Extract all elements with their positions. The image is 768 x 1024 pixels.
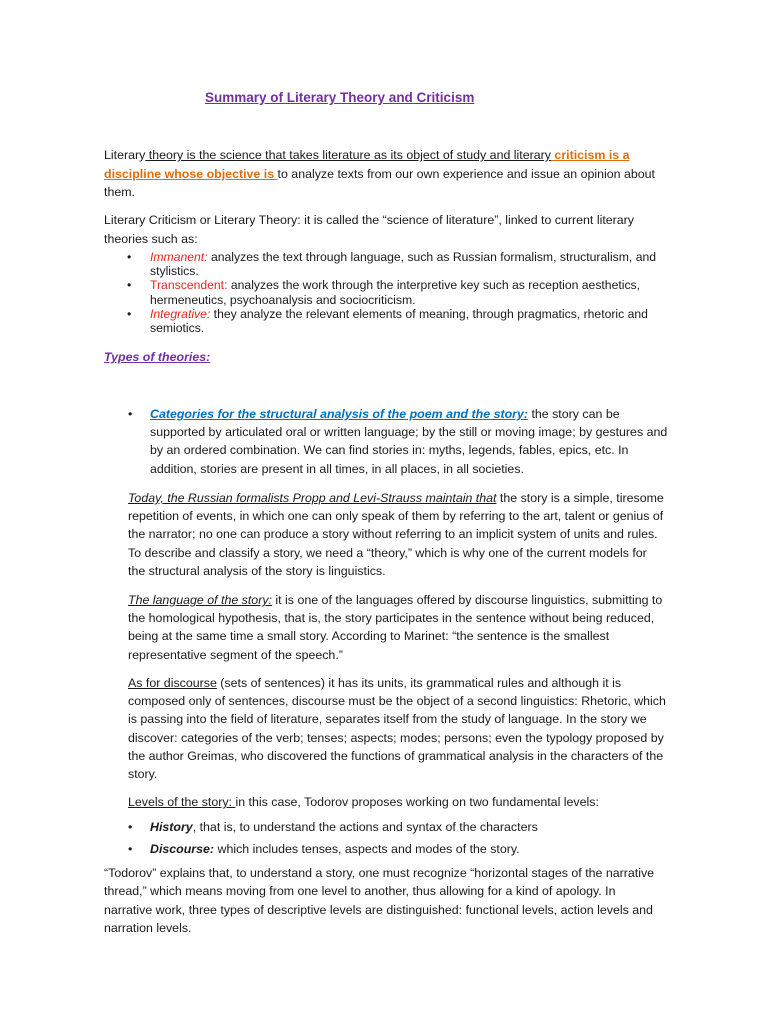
bullet-icon: • [128, 841, 133, 856]
language-label: The language of the story: [128, 593, 272, 607]
approach-text: they analyze the relevant elements of meaning, through pragmatics, rhetoric and semiotics. [150, 306, 648, 336]
intro-text-theory: theory is the science that takes literature as its object of study and literary [145, 148, 551, 162]
closing-paragraph: “Todorov” explains that, to understand a story, one must recognize “horizontal stages of the narrative thread,” which means moving from one level to another, thus allowing for a kind of apology. In narrative work, three types of descriptive levels are distinguished: functional levels, action levels and narration levels. [104, 866, 655, 935]
levels-label: Levels of the story: [128, 795, 236, 809]
discourse-text: (sets of sentences) it has its units, its grammatical rules and although it is composed only of sentences, discourse must be the object of a second linguistics: Rhetoric, which is passing into the field of literature, separates itself from the study of language. In the story we discover: categories of the verb; tenses; aspects; modes; persons; even the typology proposed by the author Greimas, who discovered the functions of grammatical analysis in the characters of the story. [128, 676, 666, 782]
bullet-icon: • [127, 278, 132, 293]
formalists-text: the story is a simple, tiresome repetition of events, in which one can only speak of them by referring to the art, talent or genius of the narrator; no one can produce a story without referring to an implicit system of units and rules. To describe and classify a story, we need a “theory,” which is why one of the current models for the structural analysis of the story is linguistics. [128, 491, 664, 578]
list-item [104, 278, 664, 306]
intro-text-start: Literary [104, 148, 146, 162]
level-text: , that is, to understand the actions and syntax of the characters [192, 820, 538, 834]
categories-item [128, 405, 668, 478]
discourse-paragraph [128, 674, 666, 783]
formalists-paragraph [128, 489, 666, 580]
level-label: History [150, 820, 193, 834]
intro-text-end: to analyze texts from our own experience and issue an opinion about them. [104, 166, 655, 200]
bullet-icon: • [127, 250, 132, 264]
levels-text: in this case, Todorov proposes working on two fundamental levels: [235, 795, 599, 809]
level-text: which includes tenses, aspects and modes of the story. [214, 841, 520, 856]
bullet-icon: • [127, 306, 132, 321]
list-item [104, 307, 664, 335]
categories-text-block [128, 405, 668, 478]
bullet-icon: • [128, 820, 133, 834]
formalists-label: Today, the Russian formalists Propp and Levi-Strauss maintain that [128, 491, 497, 505]
approach-text: analyzes the text through language, such as Russian formalism, structuralism, and stylistics. [150, 250, 657, 279]
approach-label: Transcendent: [150, 278, 228, 293]
level-label: Discourse: [150, 841, 215, 856]
list-item [128, 817, 538, 839]
list-item [104, 250, 664, 278]
list-item [128, 839, 538, 861]
intro-highlight: criticism is a discipline whose objective is [104, 148, 630, 181]
discourse-label: As for discourse [128, 676, 217, 690]
page-title: Summary of Literary Theory and Criticism [205, 90, 475, 105]
types-heading: Types of theories: [104, 350, 211, 364]
levels-list [128, 817, 538, 860]
categories-label: Categories for the structural analysis of the poem and the story: [150, 407, 528, 421]
approach-text: analyzes the work through the interpretive key such as reception aesthetics, hermeneutics, psychoanalysis and sociocriticism. [150, 278, 641, 307]
language-text: it is one of the languages offered by discourse linguistics, submitting to the homological hypothesis, that is, the story participates in the sentence without being reduced, being at the same time a small story. According to Marinet: “the sentence is the smallest representative segment of the speech.” [128, 593, 663, 662]
approach-label: Integrative: [150, 306, 211, 321]
intro-paragraph [104, 146, 664, 202]
approach-label: Immanent: [150, 250, 208, 264]
language-paragraph [128, 591, 666, 664]
bullet-icon: • [128, 407, 133, 421]
approaches-list [104, 250, 664, 335]
definition-paragraph: Literary Criticism or Literary Theory: it is called the “science of literature”, linked to current literary theories such as: [104, 213, 634, 246]
categories-text: the story can be supported by articulated oral or written language; by the still or moving image; by gestures and by an ordered combination. We can find stories in: myths, legends, fables, epics, etc. In addition, stories are present in all times, in all places, in all societies. [150, 407, 668, 476]
levels-paragraph [128, 793, 666, 811]
